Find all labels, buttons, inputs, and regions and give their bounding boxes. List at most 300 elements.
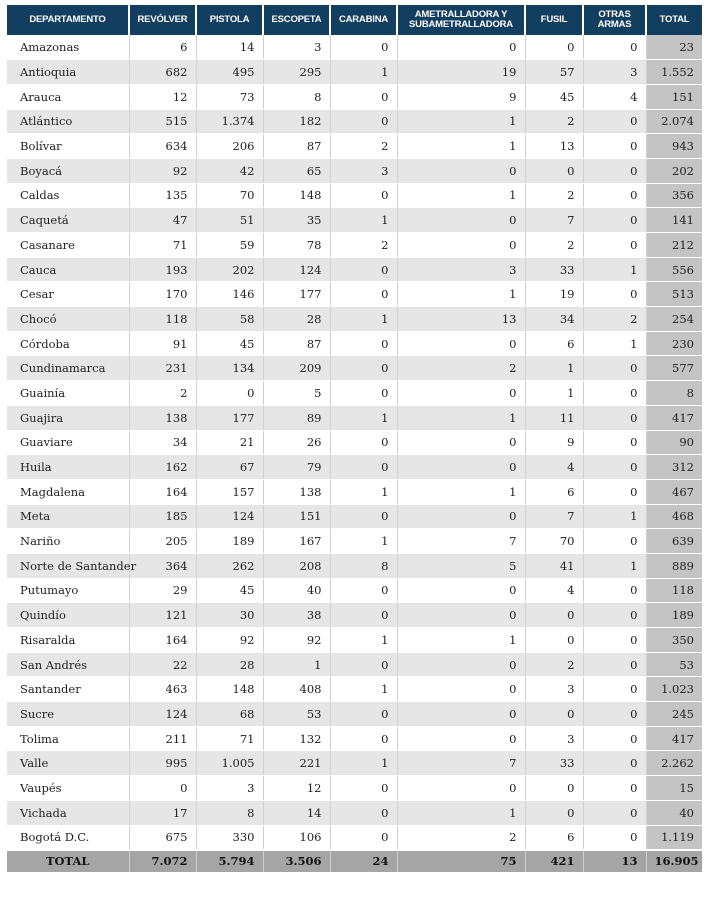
table-header <box>7 5 702 35</box>
value-cell: 209 <box>263 356 330 381</box>
row-total-cell: 15 <box>646 776 702 801</box>
value-cell: 0 <box>330 578 397 603</box>
value-cell: 170 <box>129 282 196 307</box>
department-name-cell: Magdalena <box>7 479 129 504</box>
row-total-cell: 639 <box>646 529 702 554</box>
value-cell: 0 <box>330 603 397 628</box>
header-carabina: CARABINA <box>330 5 397 35</box>
value-cell: 177 <box>196 405 263 430</box>
department-name-cell: Arauca <box>7 84 129 109</box>
department-name-cell: Sucre <box>7 702 129 727</box>
value-cell: 0 <box>583 578 646 603</box>
value-cell: 1 <box>397 282 525 307</box>
row-total-cell: 8 <box>646 381 702 406</box>
value-cell: 0 <box>583 455 646 480</box>
value-cell: 65 <box>263 158 330 183</box>
value-cell: 59 <box>196 233 263 258</box>
value-cell: 26 <box>263 430 330 455</box>
value-cell: 675 <box>129 825 196 850</box>
value-cell: 0 <box>330 381 397 406</box>
value-cell: 0 <box>330 109 397 134</box>
value-cell: 12 <box>129 84 196 109</box>
value-cell: 0 <box>583 405 646 430</box>
row-total-cell: 118 <box>646 578 702 603</box>
value-cell: 0 <box>583 628 646 653</box>
value-cell: 89 <box>263 405 330 430</box>
value-cell: 0 <box>583 677 646 702</box>
total-cell: 5.794 <box>196 850 263 872</box>
value-cell: 91 <box>129 331 196 356</box>
row-total-cell: 468 <box>646 504 702 529</box>
value-cell: 70 <box>196 183 263 208</box>
value-cell: 19 <box>397 60 525 85</box>
value-cell: 3 <box>525 726 583 751</box>
value-cell: 330 <box>196 825 263 850</box>
table-row <box>7 405 702 430</box>
value-cell: 19 <box>525 282 583 307</box>
value-cell: 162 <box>129 455 196 480</box>
value-cell: 0 <box>330 825 397 850</box>
total-cell: 421 <box>525 850 583 872</box>
value-cell: 14 <box>263 800 330 825</box>
value-cell: 1.374 <box>196 109 263 134</box>
value-cell: 13 <box>525 134 583 159</box>
department-name-cell: Guaviare <box>7 430 129 455</box>
value-cell: 364 <box>129 553 196 578</box>
value-cell: 1 <box>525 356 583 381</box>
table-row <box>7 776 702 801</box>
table-row <box>7 183 702 208</box>
value-cell: 0 <box>583 800 646 825</box>
table-row <box>7 800 702 825</box>
header-departamento: DEPARTAMENTO <box>7 5 129 35</box>
value-cell: 6 <box>525 825 583 850</box>
value-cell: 262 <box>196 553 263 578</box>
value-cell: 0 <box>330 257 397 282</box>
department-name-cell: Casanare <box>7 233 129 258</box>
row-total-cell: 1.552 <box>646 60 702 85</box>
department-name-cell: Córdoba <box>7 331 129 356</box>
table-row <box>7 109 702 134</box>
value-cell: 47 <box>129 208 196 233</box>
value-cell: 40 <box>263 578 330 603</box>
value-cell: 208 <box>263 553 330 578</box>
table-row <box>7 677 702 702</box>
value-cell: 1 <box>330 307 397 332</box>
value-cell: 0 <box>583 158 646 183</box>
value-cell: 0 <box>397 455 525 480</box>
row-total-cell: 356 <box>646 183 702 208</box>
value-cell: 121 <box>129 603 196 628</box>
value-cell: 35 <box>263 208 330 233</box>
value-cell: 0 <box>330 776 397 801</box>
value-cell: 463 <box>129 677 196 702</box>
value-cell: 11 <box>525 405 583 430</box>
value-cell: 33 <box>525 751 583 776</box>
value-cell: 6 <box>525 479 583 504</box>
value-cell: 0 <box>583 430 646 455</box>
table-row <box>7 504 702 529</box>
value-cell: 0 <box>583 356 646 381</box>
value-cell: 164 <box>129 479 196 504</box>
value-cell: 6 <box>129 35 196 60</box>
value-cell: 0 <box>583 109 646 134</box>
header-escopeta: ESCOPETA <box>263 5 330 35</box>
total-cell: 3.506 <box>263 850 330 872</box>
total-cell: 13 <box>583 850 646 872</box>
value-cell: 0 <box>583 529 646 554</box>
value-cell: 1 <box>263 652 330 677</box>
value-cell: 34 <box>525 307 583 332</box>
value-cell: 1 <box>330 628 397 653</box>
value-cell: 58 <box>196 307 263 332</box>
value-cell: 211 <box>129 726 196 751</box>
value-cell: 0 <box>397 381 525 406</box>
table-row <box>7 257 702 282</box>
value-cell: 0 <box>525 158 583 183</box>
department-name-cell: Meta <box>7 504 129 529</box>
value-cell: 193 <box>129 257 196 282</box>
department-name-cell: Putumayo <box>7 578 129 603</box>
value-cell: 87 <box>263 134 330 159</box>
table-row <box>7 60 702 85</box>
row-total-cell: 53 <box>646 652 702 677</box>
row-total-cell: 189 <box>646 603 702 628</box>
value-cell: 0 <box>330 652 397 677</box>
row-total-cell: 556 <box>646 257 702 282</box>
value-cell: 0 <box>397 208 525 233</box>
row-total-cell: 151 <box>646 84 702 109</box>
value-cell: 8 <box>330 553 397 578</box>
value-cell: 5 <box>397 553 525 578</box>
value-cell: 0 <box>397 504 525 529</box>
value-cell: 8 <box>196 800 263 825</box>
table-row <box>7 430 702 455</box>
value-cell: 70 <box>525 529 583 554</box>
department-name-cell: Chocó <box>7 307 129 332</box>
row-total-cell: 943 <box>646 134 702 159</box>
value-cell: 38 <box>263 603 330 628</box>
department-name-cell: Caquetá <box>7 208 129 233</box>
value-cell: 1 <box>583 257 646 282</box>
value-cell: 146 <box>196 282 263 307</box>
table-row <box>7 529 702 554</box>
total-cell: 75 <box>397 850 525 872</box>
total-row <box>7 850 702 872</box>
header-total: TOTAL <box>646 5 702 35</box>
value-cell: 78 <box>263 233 330 258</box>
value-cell: 28 <box>263 307 330 332</box>
table-row <box>7 628 702 653</box>
value-cell: 0 <box>397 652 525 677</box>
table-row <box>7 578 702 603</box>
table-row <box>7 331 702 356</box>
value-cell: 182 <box>263 109 330 134</box>
value-cell: 0 <box>583 825 646 850</box>
department-name-cell: Santander <box>7 677 129 702</box>
value-cell: 67 <box>196 455 263 480</box>
value-cell: 495 <box>196 60 263 85</box>
value-cell: 34 <box>129 430 196 455</box>
row-total-cell: 312 <box>646 455 702 480</box>
table-row <box>7 455 702 480</box>
value-cell: 231 <box>129 356 196 381</box>
value-cell: 0 <box>330 430 397 455</box>
table-row <box>7 282 702 307</box>
value-cell: 1 <box>583 504 646 529</box>
value-cell: 3 <box>263 35 330 60</box>
value-cell: 1 <box>397 109 525 134</box>
department-name-cell: Nariño <box>7 529 129 554</box>
department-name-cell: Huila <box>7 455 129 480</box>
department-name-cell: Amazonas <box>7 35 129 60</box>
value-cell: 68 <box>196 702 263 727</box>
value-cell: 1 <box>583 331 646 356</box>
value-cell: 1 <box>397 183 525 208</box>
value-cell: 3 <box>583 60 646 85</box>
value-cell: 0 <box>330 455 397 480</box>
value-cell: 3 <box>196 776 263 801</box>
value-cell: 45 <box>525 84 583 109</box>
weapons-table-container <box>7 5 702 872</box>
department-name-cell: Cundinamarca <box>7 356 129 381</box>
value-cell: 28 <box>196 652 263 677</box>
department-name-cell: San Andrés <box>7 652 129 677</box>
value-cell: 177 <box>263 282 330 307</box>
header-ametralladora: AMETRALLADORA Y SUBAMETRALLADORA <box>397 5 525 35</box>
row-total-cell: 1.119 <box>646 825 702 850</box>
table-row <box>7 825 702 850</box>
row-total-cell: 23 <box>646 35 702 60</box>
value-cell: 634 <box>129 134 196 159</box>
value-cell: 1 <box>330 529 397 554</box>
value-cell: 0 <box>330 331 397 356</box>
row-total-cell: 577 <box>646 356 702 381</box>
value-cell: 12 <box>263 776 330 801</box>
row-total-cell: 417 <box>646 726 702 751</box>
value-cell: 2 <box>525 652 583 677</box>
value-cell: 45 <box>196 578 263 603</box>
department-name-cell: Cauca <box>7 257 129 282</box>
value-cell: 124 <box>196 504 263 529</box>
value-cell: 0 <box>129 776 196 801</box>
value-cell: 71 <box>196 726 263 751</box>
value-cell: 3 <box>525 677 583 702</box>
department-name-cell: Vaupés <box>7 776 129 801</box>
value-cell: 1 <box>330 405 397 430</box>
value-cell: 295 <box>263 60 330 85</box>
department-name-cell: Bolívar <box>7 134 129 159</box>
row-total-cell: 1.023 <box>646 677 702 702</box>
value-cell: 0 <box>397 233 525 258</box>
value-cell: 92 <box>196 628 263 653</box>
value-cell: 0 <box>397 726 525 751</box>
value-cell: 206 <box>196 134 263 159</box>
value-cell: 53 <box>263 702 330 727</box>
value-cell: 0 <box>330 702 397 727</box>
value-cell: 0 <box>525 603 583 628</box>
value-cell: 202 <box>196 257 263 282</box>
value-cell: 0 <box>583 381 646 406</box>
row-total-cell: 245 <box>646 702 702 727</box>
table-row <box>7 381 702 406</box>
header-fusil: FUSIL <box>525 5 583 35</box>
value-cell: 164 <box>129 628 196 653</box>
value-cell: 1 <box>397 405 525 430</box>
value-cell: 14 <box>196 35 263 60</box>
row-total-cell: 141 <box>646 208 702 233</box>
table-row <box>7 652 702 677</box>
department-name-cell: Risaralda <box>7 628 129 653</box>
value-cell: 221 <box>263 751 330 776</box>
value-cell: 106 <box>263 825 330 850</box>
value-cell: 57 <box>525 60 583 85</box>
department-name-cell: Norte de Santander <box>7 553 129 578</box>
total-cell: 7.072 <box>129 850 196 872</box>
value-cell: 185 <box>129 504 196 529</box>
value-cell: 0 <box>397 331 525 356</box>
value-cell: 51 <box>196 208 263 233</box>
value-cell: 1 <box>525 381 583 406</box>
grand-total-cell: 16.905 <box>646 850 702 872</box>
value-cell: 0 <box>397 603 525 628</box>
value-cell: 21 <box>196 430 263 455</box>
table-row <box>7 35 702 60</box>
table-row <box>7 208 702 233</box>
table-row <box>7 603 702 628</box>
value-cell: 29 <box>129 578 196 603</box>
row-total-cell: 513 <box>646 282 702 307</box>
value-cell: 41 <box>525 553 583 578</box>
value-cell: 0 <box>583 726 646 751</box>
row-total-cell: 467 <box>646 479 702 504</box>
table-row <box>7 751 702 776</box>
value-cell: 0 <box>330 356 397 381</box>
header-otras-armas: OTRAS ARMAS <box>583 5 646 35</box>
value-cell: 7 <box>525 208 583 233</box>
value-cell: 0 <box>397 776 525 801</box>
value-cell: 0 <box>397 35 525 60</box>
value-cell: 1 <box>330 479 397 504</box>
value-cell: 9 <box>397 84 525 109</box>
value-cell: 92 <box>129 158 196 183</box>
department-name-cell: Boyacá <box>7 158 129 183</box>
value-cell: 408 <box>263 677 330 702</box>
department-name-cell: Antioquia <box>7 60 129 85</box>
value-cell: 4 <box>525 455 583 480</box>
value-cell: 2 <box>525 183 583 208</box>
value-cell: 0 <box>525 776 583 801</box>
header-pistola: PISTOLA <box>196 5 263 35</box>
value-cell: 9 <box>525 430 583 455</box>
value-cell: 3 <box>330 158 397 183</box>
value-cell: 0 <box>583 282 646 307</box>
value-cell: 135 <box>129 183 196 208</box>
department-name-cell: Atlántico <box>7 109 129 134</box>
value-cell: 0 <box>583 776 646 801</box>
row-total-cell: 254 <box>646 307 702 332</box>
value-cell: 42 <box>196 158 263 183</box>
row-total-cell: 90 <box>646 430 702 455</box>
value-cell: 0 <box>330 35 397 60</box>
value-cell: 148 <box>263 183 330 208</box>
value-cell: 0 <box>525 800 583 825</box>
value-cell: 157 <box>196 479 263 504</box>
value-cell: 0 <box>583 35 646 60</box>
value-cell: 79 <box>263 455 330 480</box>
table-row <box>7 233 702 258</box>
department-name-cell: Quindío <box>7 603 129 628</box>
value-cell: 2 <box>525 233 583 258</box>
value-cell: 0 <box>330 504 397 529</box>
value-cell: 71 <box>129 233 196 258</box>
value-cell: 1 <box>397 800 525 825</box>
value-cell: 5 <box>263 381 330 406</box>
value-cell: 6 <box>525 331 583 356</box>
table-row <box>7 726 702 751</box>
value-cell: 124 <box>263 257 330 282</box>
department-name-cell: Tolima <box>7 726 129 751</box>
table-row <box>7 84 702 109</box>
value-cell: 8 <box>263 84 330 109</box>
row-total-cell: 230 <box>646 331 702 356</box>
value-cell: 2 <box>525 109 583 134</box>
value-cell: 995 <box>129 751 196 776</box>
row-total-cell: 2.074 <box>646 109 702 134</box>
value-cell: 0 <box>525 702 583 727</box>
table-row <box>7 356 702 381</box>
row-total-cell: 40 <box>646 800 702 825</box>
total-label: TOTAL <box>7 850 129 872</box>
value-cell: 87 <box>263 331 330 356</box>
value-cell: 138 <box>129 405 196 430</box>
department-name-cell: Guainía <box>7 381 129 406</box>
value-cell: 1 <box>330 677 397 702</box>
value-cell: 134 <box>196 356 263 381</box>
value-cell: 0 <box>330 800 397 825</box>
value-cell: 2 <box>397 356 525 381</box>
value-cell: 7 <box>397 529 525 554</box>
row-total-cell: 350 <box>646 628 702 653</box>
weapons-by-department-table <box>7 5 702 872</box>
value-cell: 682 <box>129 60 196 85</box>
value-cell: 4 <box>583 84 646 109</box>
value-cell: 4 <box>525 578 583 603</box>
value-cell: 22 <box>129 652 196 677</box>
value-cell: 205 <box>129 529 196 554</box>
value-cell: 1 <box>397 628 525 653</box>
value-cell: 7 <box>397 751 525 776</box>
value-cell: 2 <box>330 134 397 159</box>
value-cell: 2 <box>129 381 196 406</box>
value-cell: 3 <box>397 257 525 282</box>
value-cell: 1 <box>330 751 397 776</box>
value-cell: 124 <box>129 702 196 727</box>
table-row <box>7 553 702 578</box>
total-cell: 24 <box>330 850 397 872</box>
value-cell: 1 <box>397 479 525 504</box>
value-cell: 138 <box>263 479 330 504</box>
value-cell: 0 <box>583 603 646 628</box>
table-body <box>7 35 702 850</box>
table-footer <box>7 850 702 872</box>
row-total-cell: 202 <box>646 158 702 183</box>
value-cell: 0 <box>196 381 263 406</box>
row-total-cell: 2.262 <box>646 751 702 776</box>
department-name-cell: Guajira <box>7 405 129 430</box>
department-name-cell: Vichada <box>7 800 129 825</box>
value-cell: 0 <box>397 702 525 727</box>
